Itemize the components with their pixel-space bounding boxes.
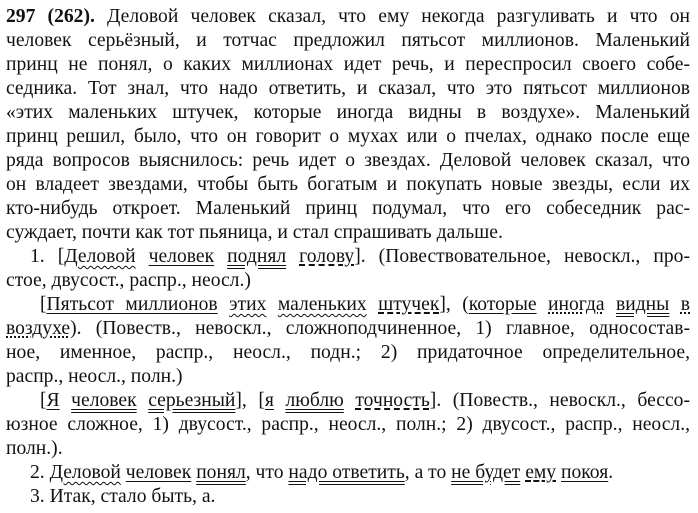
- definition-word: маленьких: [277, 294, 367, 315]
- predicate-word: не будет: [451, 462, 521, 483]
- exercise-line-2: человек серьёзный, и тотчас предложил пятьсот миллионов. Маленький: [6, 30, 690, 51]
- adverbial-word: воздухе: [6, 318, 71, 339]
- answer-2: [30, 461, 690, 484]
- exercise-line-8: он владеет звездами, чтобы быть богатым и покупать новые звезды, если их: [6, 174, 690, 195]
- exercise-line-3: принц не понял, о каких миллионах идет речь, и переспросил своего собе-: [6, 54, 690, 75]
- subject-word: человек: [148, 246, 215, 267]
- conjunction: , а то: [404, 462, 447, 483]
- subject-word: человек: [125, 462, 192, 483]
- exercise-line-9: кто-нибудь откроет. Маленький принц подумал, что его собеседник рас-: [6, 198, 690, 219]
- answer-number: 2.: [30, 462, 45, 483]
- bracket: ], [: [235, 390, 265, 411]
- answer-1c-line-1: [40, 389, 690, 412]
- object-word: штучек: [378, 294, 440, 315]
- definition-word: Деловой: [49, 462, 121, 483]
- object-word: ему: [525, 462, 557, 483]
- answer-text: ). (Повеств., невоскл., сложноподчиненное, 1) главное, односостав-: [70, 318, 690, 339]
- answer-1-line-2: стое, двусост., распр., неосл.): [6, 270, 251, 291]
- subject-word: покоя: [561, 462, 609, 483]
- answer-number: 1. [: [30, 246, 65, 267]
- period: .: [608, 462, 614, 483]
- answer-3: 3. Итак, стало быть, а.: [30, 486, 216, 507]
- predicate-word: человек: [71, 390, 137, 411]
- answer-1c-line-3: полн.).: [6, 438, 63, 459]
- predicate-word: видны: [615, 294, 670, 315]
- exercise-number: 297 (262).: [6, 6, 95, 27]
- predicate-word: люблю: [285, 390, 344, 411]
- predicate-word: понял: [196, 462, 246, 483]
- subject-word: которые: [468, 294, 537, 315]
- exercise-line-5: «этих маленьких штучек, которые иногда видны в воздухе». Маленький: [6, 102, 690, 123]
- answer-1-line-1: [30, 245, 690, 268]
- answer-1b-line-1: [40, 293, 690, 316]
- predicate-word: серьезный: [148, 390, 236, 411]
- bracket: [: [40, 390, 47, 411]
- definition-word: этих: [229, 294, 267, 315]
- exercise-text: Деловой человек сказал, что ему некогда разгуливать и что он: [94, 6, 690, 27]
- subject-word: Я: [46, 390, 60, 411]
- bracket: [: [40, 294, 47, 315]
- answer-text: ]. (Повеств., невоскл., бессо-: [429, 390, 690, 411]
- answer-1b-line-2: [6, 317, 690, 340]
- predicate-word: надо ответить: [288, 462, 405, 483]
- answer-1c-line-2: юзное сложное, 1) двусост., распр., неосл., полн.; 2) двусост., распр., неосл.,: [6, 414, 690, 435]
- bracket: ], (: [439, 294, 469, 315]
- object-word: голову: [299, 246, 355, 267]
- answer-1b-line-3: ное, именное, распр., неосл., подн.; 2) придаточное определительное,: [6, 342, 690, 363]
- definition-word: Деловой: [64, 246, 136, 267]
- subject-word: я: [264, 390, 274, 411]
- exercise-line-7: ряда вопросов выяснилось: речь идет о звездах. Деловой человек сказал, что: [6, 150, 690, 171]
- conjunction: , что: [245, 462, 284, 483]
- adverbial-word: иногда: [548, 294, 605, 315]
- answer-1b-line-4: распр., неосл., полн.): [6, 366, 183, 387]
- subject-word: Пятьсот миллионов: [46, 294, 218, 315]
- exercise-line-1: [6, 5, 690, 28]
- exercise-line-10: суждает, почти как тот пьяница, и стал спрашивать дальше.: [6, 222, 503, 243]
- exercise-line-4: седника. Тот знал, что надо ответить, и сказал, что это пятьсот миллионов: [6, 78, 690, 99]
- object-word: точность: [355, 390, 430, 411]
- answer-text: ]. (Повествовательное, невоскл., про-: [354, 246, 690, 267]
- exercise-line-6: принц решил, было, что он говорит о мухах или о пчелах, однако после еще: [6, 126, 690, 147]
- predicate-word: поднял: [227, 246, 287, 267]
- adverbial-word: в: [680, 294, 691, 315]
